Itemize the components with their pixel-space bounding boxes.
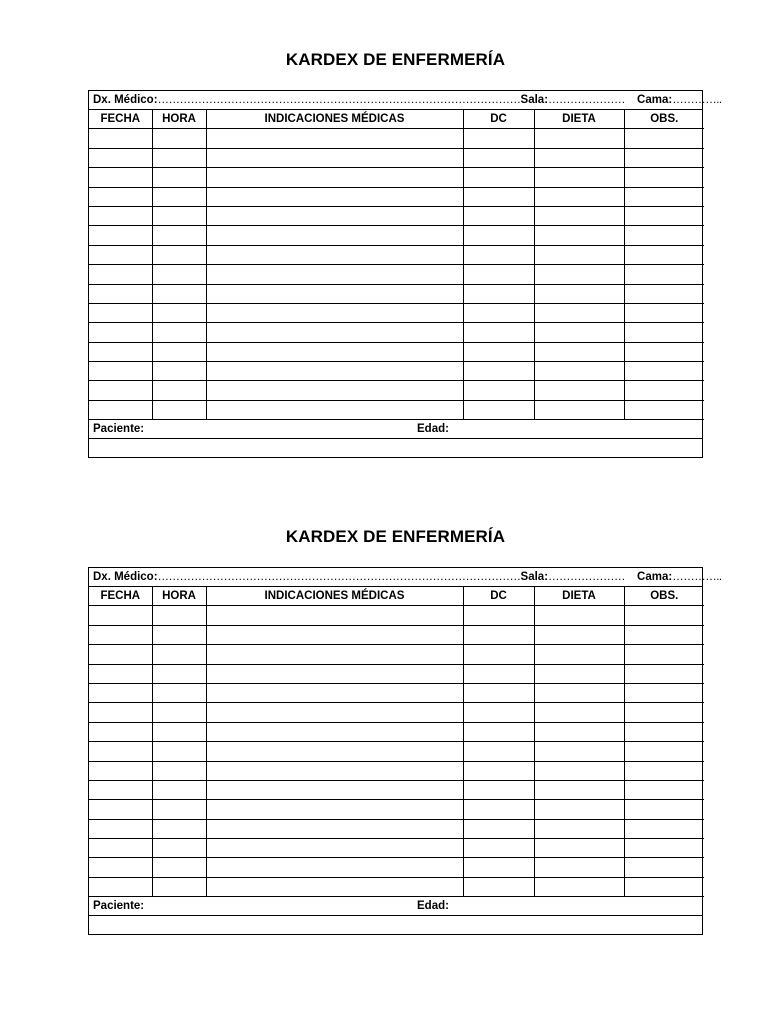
table-cell-fecha[interactable] <box>89 645 152 664</box>
table-cell-indicaciones[interactable] <box>206 400 463 419</box>
table-cell-dc[interactable] <box>463 664 534 683</box>
table-cell-fecha[interactable] <box>89 819 152 838</box>
table-cell-indicaciones[interactable] <box>206 839 463 858</box>
table-cell-dc[interactable] <box>463 303 534 322</box>
kardex-form-1 <box>88 46 722 458</box>
dx-fill-line[interactable]: ……………………………………………………………………………………… <box>157 94 521 106</box>
table-cell-hora[interactable] <box>152 148 206 167</box>
table-cell-fecha[interactable] <box>89 606 152 625</box>
table-cell-obs[interactable] <box>624 187 704 206</box>
table-cell-hora[interactable] <box>152 362 206 381</box>
table-row <box>89 858 704 877</box>
table-cell-fecha[interactable] <box>89 800 152 819</box>
column-header-indicaciones: INDICACIONES MÉDICAS <box>206 110 463 129</box>
table-cell-dieta[interactable] <box>534 400 624 419</box>
column-header-dieta: DIETA <box>534 587 624 606</box>
table-cell-obs[interactable] <box>624 226 704 245</box>
table-cell-hora[interactable] <box>152 303 206 322</box>
kardex-sheet <box>88 90 722 458</box>
table-cell-fecha[interactable] <box>89 323 152 342</box>
table-cell-obs[interactable] <box>624 323 704 342</box>
table-cell-fecha[interactable] <box>89 625 152 644</box>
table-cell-indicaciones[interactable] <box>206 877 463 896</box>
table-cell-dieta[interactable] <box>534 722 624 741</box>
table-cell-obs[interactable] <box>624 645 704 664</box>
table-cell-dieta[interactable] <box>534 381 624 400</box>
table-row <box>89 683 704 702</box>
table-cell-dieta[interactable] <box>534 303 624 322</box>
table-cell-hora[interactable] <box>152 606 206 625</box>
cama-label: Cama: <box>637 571 673 583</box>
table-cell-indicaciones[interactable] <box>206 800 463 819</box>
table-cell-obs[interactable] <box>624 206 704 225</box>
table-cell-obs[interactable] <box>624 703 704 722</box>
table-cell-hora[interactable] <box>152 664 206 683</box>
table-row <box>89 645 704 664</box>
table-row <box>89 780 704 799</box>
indications-table <box>89 110 704 420</box>
table-cell-dieta[interactable] <box>534 168 624 187</box>
table-cell-fecha[interactable] <box>89 245 152 264</box>
table-cell-dieta[interactable] <box>534 703 624 722</box>
table-cell-obs[interactable] <box>624 800 704 819</box>
table-cell-obs[interactable] <box>624 303 704 322</box>
table-cell-obs[interactable] <box>624 245 704 264</box>
table-cell-fecha[interactable] <box>89 187 152 206</box>
table-cell-indicaciones[interactable] <box>206 303 463 322</box>
form-title: KARDEX DE ENFERMERÍA <box>285 50 506 69</box>
table-cell-obs[interactable] <box>624 664 704 683</box>
table-cell-obs[interactable] <box>624 400 704 419</box>
table-row <box>89 226 704 245</box>
sala-label: Sala: <box>520 571 549 583</box>
table-cell-obs[interactable] <box>624 858 704 877</box>
table-cell-hora[interactable] <box>152 742 206 761</box>
table-cell-dieta[interactable] <box>534 606 624 625</box>
table-cell-dc[interactable] <box>463 761 534 780</box>
table-cell-fecha[interactable] <box>89 284 152 303</box>
column-header-dieta: DIETA <box>534 110 624 129</box>
table-cell-indicaciones[interactable] <box>206 761 463 780</box>
table-cell-obs[interactable] <box>624 168 704 187</box>
table-cell-dc[interactable] <box>463 645 534 664</box>
table-cell-fecha[interactable] <box>89 664 152 683</box>
table-cell-hora[interactable] <box>152 761 206 780</box>
table-cell-dc[interactable] <box>463 606 534 625</box>
table-cell-hora[interactable] <box>152 245 206 264</box>
table-row <box>89 362 704 381</box>
column-header-obs: OBS. <box>624 587 704 606</box>
table-cell-hora[interactable] <box>152 342 206 361</box>
table-cell-obs[interactable] <box>624 761 704 780</box>
table-row <box>89 187 704 206</box>
table-cell-indicaciones[interactable] <box>206 625 463 644</box>
patient-row <box>89 420 702 439</box>
table-cell-fecha[interactable] <box>89 168 152 187</box>
table-cell-indicaciones[interactable] <box>206 168 463 187</box>
table-cell-fecha[interactable] <box>89 858 152 877</box>
table-cell-dc[interactable] <box>463 742 534 761</box>
table-cell-obs[interactable] <box>624 606 704 625</box>
table-cell-hora[interactable] <box>152 284 206 303</box>
table-row <box>89 342 704 361</box>
table-cell-dieta[interactable] <box>534 839 624 858</box>
table-cell-obs[interactable] <box>624 362 704 381</box>
table-cell-dieta[interactable] <box>534 323 624 342</box>
table-cell-dieta[interactable] <box>534 265 624 284</box>
table-cell-indicaciones[interactable] <box>206 683 463 702</box>
table-cell-dc[interactable] <box>463 858 534 877</box>
table-cell-dc[interactable] <box>463 800 534 819</box>
table-row <box>89 722 704 741</box>
table-row <box>89 625 704 644</box>
column-header-hora: HORA <box>152 587 206 606</box>
diagnosis-row <box>89 568 722 587</box>
cama-fill-line[interactable]: ………….. <box>672 94 722 106</box>
table-cell-dc[interactable] <box>463 362 534 381</box>
table-cell-dc[interactable] <box>463 819 534 838</box>
table-cell-dc[interactable] <box>463 381 534 400</box>
table-cell-dc[interactable] <box>463 265 534 284</box>
table-cell-fecha[interactable] <box>89 400 152 419</box>
table-header-row <box>89 587 704 606</box>
table-cell-hora[interactable] <box>152 129 206 148</box>
table-cell-dieta[interactable] <box>534 877 624 896</box>
table-cell-hora[interactable] <box>152 206 206 225</box>
table-cell-fecha[interactable] <box>89 722 152 741</box>
table-row <box>89 839 704 858</box>
table-cell-dc[interactable] <box>463 877 534 896</box>
table-cell-dc[interactable] <box>463 129 534 148</box>
table-cell-obs[interactable] <box>624 381 704 400</box>
table-header-row <box>89 110 704 129</box>
table-row <box>89 703 704 722</box>
table-cell-dieta[interactable] <box>534 645 624 664</box>
table-cell-hora[interactable] <box>152 323 206 342</box>
table-cell-dieta[interactable] <box>534 148 624 167</box>
table-cell-fecha[interactable] <box>89 703 152 722</box>
column-header-hora: HORA <box>152 110 206 129</box>
table-cell-hora[interactable] <box>152 400 206 419</box>
table-row <box>89 606 704 625</box>
table-cell-dieta[interactable] <box>534 800 624 819</box>
table-cell-indicaciones[interactable] <box>206 362 463 381</box>
table-cell-dieta[interactable] <box>534 342 624 361</box>
table-cell-dc[interactable] <box>463 323 534 342</box>
table-cell-hora[interactable] <box>152 780 206 799</box>
table-cell-indicaciones[interactable] <box>206 703 463 722</box>
table-cell-obs[interactable] <box>624 683 704 702</box>
paciente-label: Paciente: <box>93 900 145 913</box>
table-cell-dc[interactable] <box>463 206 534 225</box>
edad-label: Edad: <box>417 423 449 436</box>
table-cell-dieta[interactable] <box>534 362 624 381</box>
column-header-indicaciones: INDICACIONES MÉDICAS <box>206 587 463 606</box>
column-header-dc: DC <box>463 587 534 606</box>
table-cell-indicaciones[interactable] <box>206 187 463 206</box>
paciente-label: Paciente: <box>93 423 145 436</box>
table-cell-dc[interactable] <box>463 683 534 702</box>
table-cell-fecha[interactable] <box>89 780 152 799</box>
table-cell-dieta[interactable] <box>534 780 624 799</box>
table-cell-dieta[interactable] <box>534 245 624 264</box>
table-cell-fecha[interactable] <box>89 206 152 225</box>
table-row <box>89 800 704 819</box>
table-cell-obs[interactable] <box>624 839 704 858</box>
cama-label: Cama: <box>637 94 673 106</box>
table-cell-dc[interactable] <box>463 187 534 206</box>
blank-row[interactable] <box>89 439 702 457</box>
table-cell-indicaciones[interactable] <box>206 742 463 761</box>
table-cell-dc[interactable] <box>463 342 534 361</box>
table-cell-obs[interactable] <box>624 265 704 284</box>
form-title: KARDEX DE ENFERMERÍA <box>285 527 506 546</box>
table-row <box>89 742 704 761</box>
table-row <box>89 148 704 167</box>
table-cell-hora[interactable] <box>152 722 206 741</box>
table-cell-fecha[interactable] <box>89 742 152 761</box>
table-cell-dieta[interactable] <box>534 187 624 206</box>
table-cell-dieta[interactable] <box>534 206 624 225</box>
table-row <box>89 265 704 284</box>
cama-fill-line[interactable]: ………….. <box>672 571 722 583</box>
table-cell-indicaciones[interactable] <box>206 226 463 245</box>
table-cell-obs[interactable] <box>624 148 704 167</box>
table-cell-dc[interactable] <box>463 400 534 419</box>
table-cell-obs[interactable] <box>624 129 704 148</box>
table-cell-dieta[interactable] <box>534 761 624 780</box>
table-cell-obs[interactable] <box>624 742 704 761</box>
table-row <box>89 303 704 322</box>
table-cell-dc[interactable] <box>463 226 534 245</box>
table-cell-hora[interactable] <box>152 877 206 896</box>
table-cell-indicaciones[interactable] <box>206 148 463 167</box>
table-cell-indicaciones[interactable] <box>206 129 463 148</box>
table-cell-indicaciones[interactable] <box>206 606 463 625</box>
table-cell-indicaciones[interactable] <box>206 245 463 264</box>
table-row <box>89 129 704 148</box>
table-cell-hora[interactable] <box>152 381 206 400</box>
dx-label: Dx. Médico: <box>93 571 158 583</box>
table-cell-dieta[interactable] <box>534 858 624 877</box>
table-cell-fecha[interactable] <box>89 226 152 245</box>
table-cell-obs[interactable] <box>624 877 704 896</box>
table-cell-hora[interactable] <box>152 819 206 838</box>
table-cell-hora[interactable] <box>152 800 206 819</box>
table-cell-hora[interactable] <box>152 187 206 206</box>
table-cell-hora[interactable] <box>152 703 206 722</box>
table-cell-fecha[interactable] <box>89 265 152 284</box>
column-header-fecha: FECHA <box>89 587 152 606</box>
table-row <box>89 245 704 264</box>
table-cell-hora[interactable] <box>152 226 206 245</box>
table-row <box>89 761 704 780</box>
table-cell-obs[interactable] <box>624 284 704 303</box>
table-cell-hora[interactable] <box>152 858 206 877</box>
table-cell-fecha[interactable] <box>89 839 152 858</box>
kardex-form-2 <box>88 523 722 935</box>
table-cell-fecha[interactable] <box>89 129 152 148</box>
table-row <box>89 284 704 303</box>
table-cell-hora[interactable] <box>152 265 206 284</box>
table-cell-indicaciones[interactable] <box>206 206 463 225</box>
table-cell-fecha[interactable] <box>89 148 152 167</box>
table-row <box>89 819 704 838</box>
table-cell-hora[interactable] <box>152 625 206 644</box>
table-cell-indicaciones[interactable] <box>206 323 463 342</box>
column-header-fecha: FECHA <box>89 110 152 129</box>
table-cell-indicaciones[interactable] <box>206 265 463 284</box>
table-cell-fecha[interactable] <box>89 303 152 322</box>
table-cell-dc[interactable] <box>463 284 534 303</box>
table-cell-fecha[interactable] <box>89 381 152 400</box>
table-cell-hora[interactable] <box>152 839 206 858</box>
indications-table <box>89 587 704 897</box>
table-row <box>89 400 704 419</box>
table-cell-indicaciones[interactable] <box>206 645 463 664</box>
table-cell-obs[interactable] <box>624 780 704 799</box>
table-cell-dieta[interactable] <box>534 129 624 148</box>
table-cell-obs[interactable] <box>624 819 704 838</box>
table-row <box>89 381 704 400</box>
table-cell-dc[interactable] <box>463 722 534 741</box>
diagnosis-row <box>89 91 722 110</box>
table-row <box>89 877 704 896</box>
table-cell-fecha[interactable] <box>89 342 152 361</box>
table-cell-indicaciones[interactable] <box>206 284 463 303</box>
table-cell-hora[interactable] <box>152 645 206 664</box>
table-cell-fecha[interactable] <box>89 362 152 381</box>
table-cell-dieta[interactable] <box>534 819 624 838</box>
table-cell-obs[interactable] <box>624 342 704 361</box>
table-cell-hora[interactable] <box>152 168 206 187</box>
dx-label: Dx. Médico: <box>93 94 158 106</box>
table-cell-indicaciones[interactable] <box>206 722 463 741</box>
table-cell-indicaciones[interactable] <box>206 780 463 799</box>
sala-fill-line[interactable]: ………………… <box>548 571 626 583</box>
table-cell-indicaciones[interactable] <box>206 664 463 683</box>
table-cell-obs[interactable] <box>624 722 704 741</box>
kardex-sheet <box>88 567 722 935</box>
column-header-dc: DC <box>463 110 534 129</box>
table-cell-dc[interactable] <box>463 148 534 167</box>
table-cell-dc[interactable] <box>463 839 534 858</box>
table-cell-fecha[interactable] <box>89 877 152 896</box>
table-cell-dc[interactable] <box>463 625 534 644</box>
table-cell-dieta[interactable] <box>534 742 624 761</box>
patient-row <box>89 897 702 916</box>
table-cell-fecha[interactable] <box>89 761 152 780</box>
table-cell-obs[interactable] <box>624 625 704 644</box>
table-cell-hora[interactable] <box>152 683 206 702</box>
edad-label: Edad: <box>417 900 449 913</box>
column-header-obs: OBS. <box>624 110 704 129</box>
table-cell-indicaciones[interactable] <box>206 342 463 361</box>
table-cell-dieta[interactable] <box>534 625 624 644</box>
table-row <box>89 168 704 187</box>
sala-fill-line[interactable]: ………………… <box>548 94 626 106</box>
table-cell-dc[interactable] <box>463 780 534 799</box>
table-cell-dc[interactable] <box>463 703 534 722</box>
table-row <box>89 664 704 683</box>
sala-label: Sala: <box>520 94 549 106</box>
table-cell-fecha[interactable] <box>89 683 152 702</box>
table-row <box>89 323 704 342</box>
table-cell-indicaciones[interactable] <box>206 381 463 400</box>
blank-row[interactable] <box>89 916 702 934</box>
table-cell-dieta[interactable] <box>534 226 624 245</box>
table-cell-indicaciones[interactable] <box>206 858 463 877</box>
table-cell-dc[interactable] <box>463 168 534 187</box>
table-cell-dc[interactable] <box>463 245 534 264</box>
table-cell-dieta[interactable] <box>534 284 624 303</box>
dx-fill-line[interactable]: ……………………………………………………………………………………… <box>157 571 521 583</box>
table-cell-dieta[interactable] <box>534 664 624 683</box>
table-row <box>89 206 704 225</box>
table-cell-indicaciones[interactable] <box>206 819 463 838</box>
table-cell-dieta[interactable] <box>534 683 624 702</box>
